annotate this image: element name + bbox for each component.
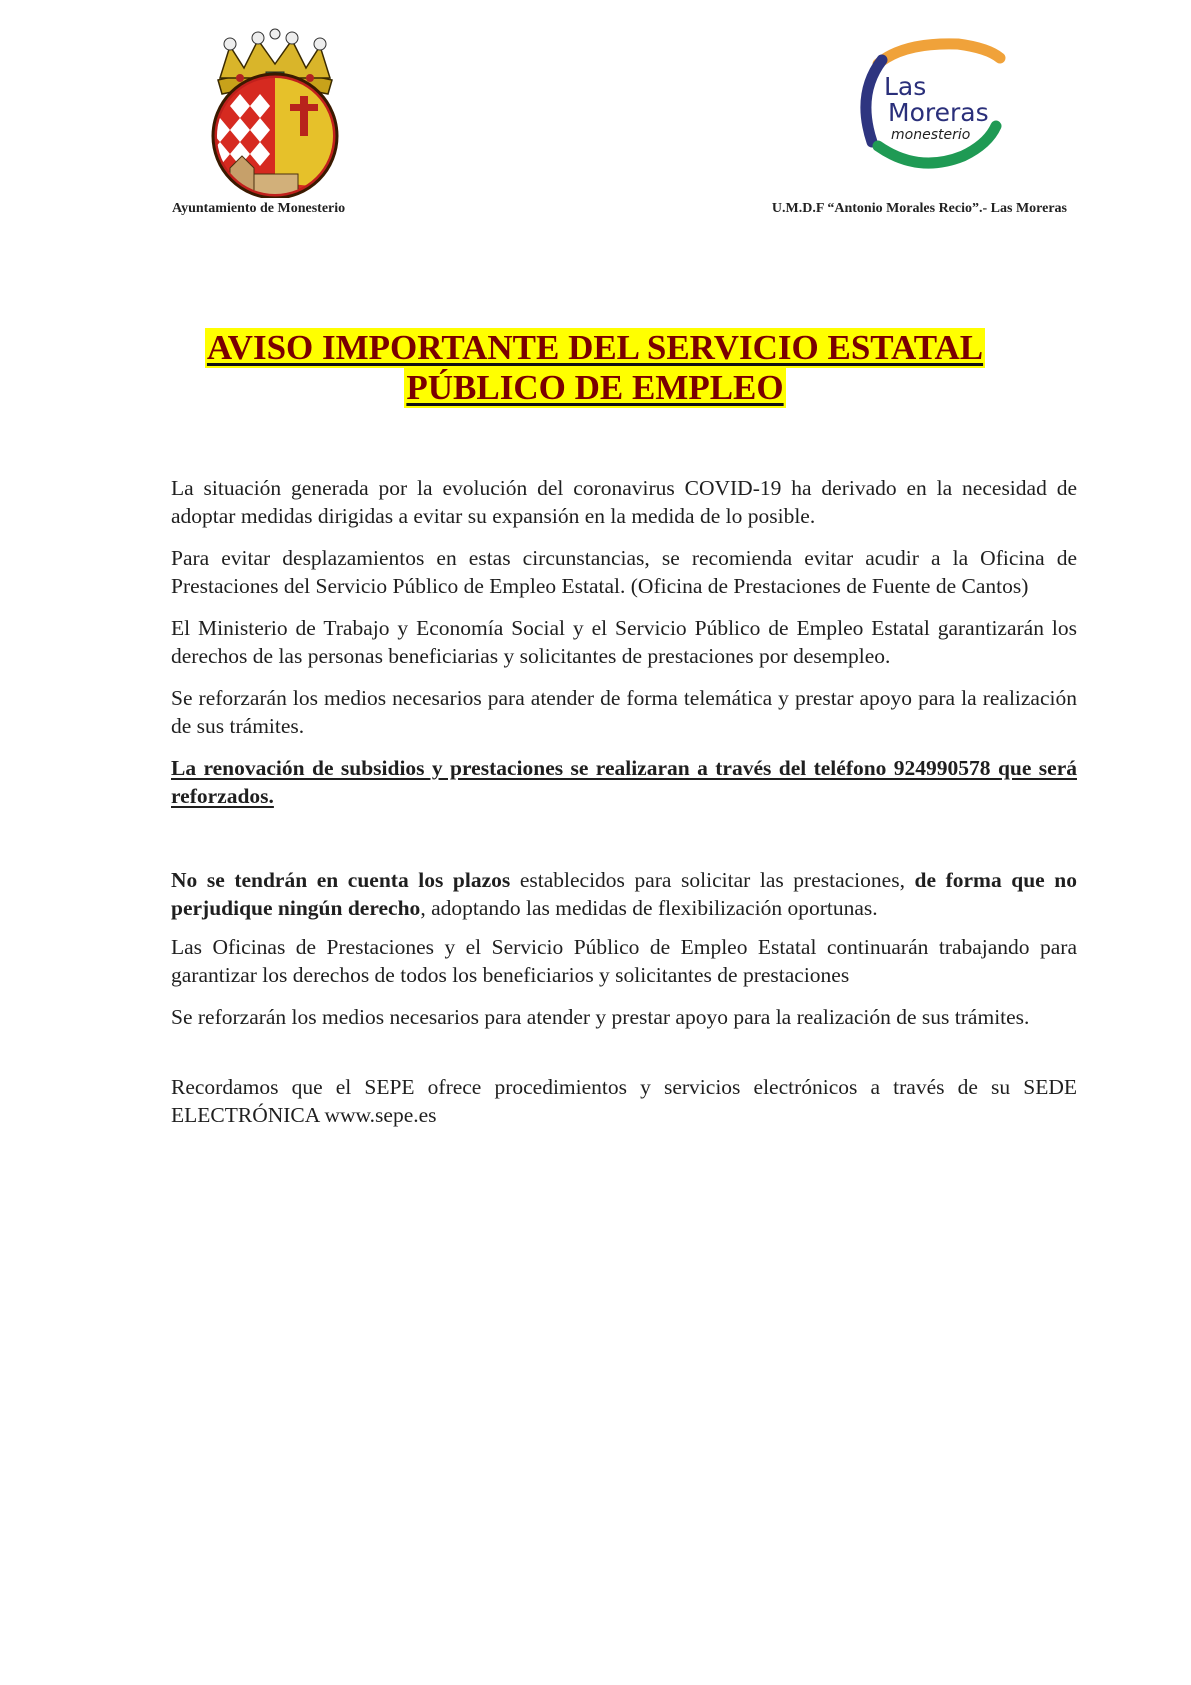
deadlines-text-2: , adoptando las medidas de flexibilización oportunas.	[420, 896, 878, 920]
paragraph-reinforce-means: Se reforzarán los medios necesarios para atender y prestar apoyo para la realización de sus trámites.	[171, 1005, 1030, 1029]
logo-text-monesterio: monesterio	[891, 127, 971, 143]
paragraph-telematic-support: Se reforzarán los medios necesarios para atender de forma telemática y prestar apoyo para la realización de sus trámites.	[171, 686, 1077, 738]
paragraph-sepe-electronic: Recordamos que el SEPE ofrece procedimientos y servicios electrónicos a través de su SEDE ELECTRÓNICA www.sepe.es	[171, 1075, 1077, 1127]
title-line-2: PÚBLICO DE EMPLEO	[406, 368, 784, 407]
paragraph-covid-situation: La situación generada por la evolución del coronavirus COVID-19 ha derivado en la necesidad de adoptar medidas dirigidas a evitar su expansión en la medida de lo posible.	[171, 476, 1077, 528]
deadlines-bold-2: de forma que no perjudique ningún derecho	[171, 868, 1077, 920]
title-line-1: AVISO IMPORTANTE DEL SERVICIO ESTATAL	[206, 328, 984, 367]
paragraph-ministry-guarantee: El Ministerio de Trabajo y Economía Social y el Servicio Público de Empleo Estatal garantizarán los derechos de las personas beneficiarias y solicitantes de prestaciones por desempleo.	[171, 616, 1077, 668]
las-moreras-logo	[848, 34, 1028, 184]
paragraph-avoid-office: Para evitar desplazamientos en estas circunstancias, se recomienda evitar acudir a la Oficina de Prestaciones del Servicio Público de Empleo Estatal. (Oficina de Prestaciones de Fuente de Cantos)	[171, 546, 1077, 598]
deadlines-bold-1: No se tendrán en cuenta los plazos	[171, 868, 511, 892]
monesterio-coat-of-arms-logo	[200, 28, 350, 198]
umdf-caption: U.M.D.F “Antonio Morales Recio”.- Las Moreras	[771, 201, 1067, 216]
paragraph-offices-continue: Las Oficinas de Prestaciones y el Servicio Público de Empleo Estatal continuarán trabajando para garantizar los derechos de todos los beneficiarios y solicitantes de prestaciones	[171, 935, 1077, 987]
deadlines-text-1: establecidos para solicitar las prestaciones,	[510, 868, 915, 892]
ayuntamiento-caption: Ayuntamiento de Monesterio	[172, 201, 346, 216]
paragraph-phone-renewal: La renovación de subsidios y prestaciones se realizaran a través del teléfono 924990578 que será reforzados.	[171, 756, 1077, 808]
paragraph-deadlines	[171, 866, 1077, 922]
notice-body	[171, 474, 1077, 1143]
notice-title	[150, 328, 1040, 408]
logo-text-las: Las	[884, 72, 927, 101]
logo-text-moreras: Moreras	[888, 98, 989, 127]
